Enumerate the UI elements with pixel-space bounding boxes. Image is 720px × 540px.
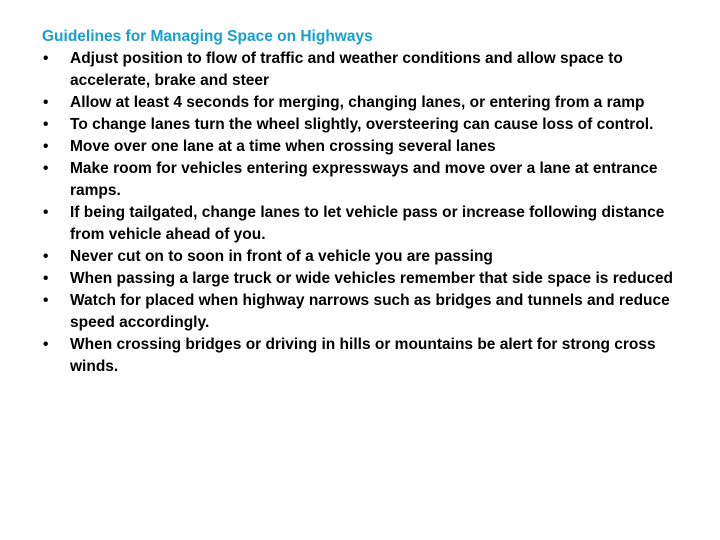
bullet-icon: • bbox=[43, 50, 49, 67]
bullet-text: If being tailgated, change lanes to let vehicle pass or increase following distance from vehicle ahead of you. bbox=[70, 204, 665, 243]
bullet-icon: • bbox=[43, 248, 49, 265]
bullet-icon: • bbox=[43, 292, 49, 309]
bullet-text: Make room for vehicles entering expressways and move over a lane at entrance ramps. bbox=[70, 160, 658, 199]
slide-title: Guidelines for Managing Space on Highways bbox=[42, 28, 373, 45]
bullet-item bbox=[42, 158, 682, 202]
bullet-text: When crossing bridges or driving in hills or mountains be alert for strong cross winds. bbox=[70, 336, 656, 375]
bullet-text: Allow at least 4 seconds for merging, changing lanes, or entering from a ramp bbox=[70, 94, 645, 111]
bullet-item bbox=[42, 290, 682, 334]
bullet-icon: • bbox=[43, 138, 49, 155]
slide-content bbox=[42, 26, 682, 378]
bullet-item bbox=[42, 136, 682, 158]
bullet-text: To change lanes turn the wheel slightly, oversteering can cause loss of control. bbox=[70, 116, 654, 133]
bullet-icon: • bbox=[43, 336, 49, 353]
bullet-icon: • bbox=[43, 204, 49, 221]
bullet-text: Watch for placed when highway narrows such as bridges and tunnels and reduce speed accordingly. bbox=[70, 292, 670, 331]
bullet-text: Move over one lane at a time when crossing several lanes bbox=[70, 138, 496, 155]
bullet-item bbox=[42, 202, 682, 246]
bullet-text: When passing a large truck or wide vehicles remember that side space is reduced bbox=[70, 270, 674, 287]
bullet-item bbox=[42, 246, 682, 268]
bullet-icon: • bbox=[43, 116, 49, 133]
bullet-icon: • bbox=[43, 160, 49, 177]
bullet-icon: • bbox=[43, 270, 49, 287]
bullet-item bbox=[42, 48, 682, 92]
bullet-item bbox=[42, 334, 682, 378]
bullet-text: Never cut on to soon in front of a vehicle you are passing bbox=[70, 248, 493, 265]
bullet-item bbox=[42, 114, 682, 136]
bullet-text: Adjust position to flow of traffic and weather conditions and allow space to accelerate, brake and steer bbox=[70, 50, 623, 89]
bullet-item bbox=[42, 268, 682, 290]
bullet-list bbox=[42, 48, 682, 378]
bullet-item bbox=[42, 92, 682, 114]
bullet-icon: • bbox=[43, 94, 49, 111]
